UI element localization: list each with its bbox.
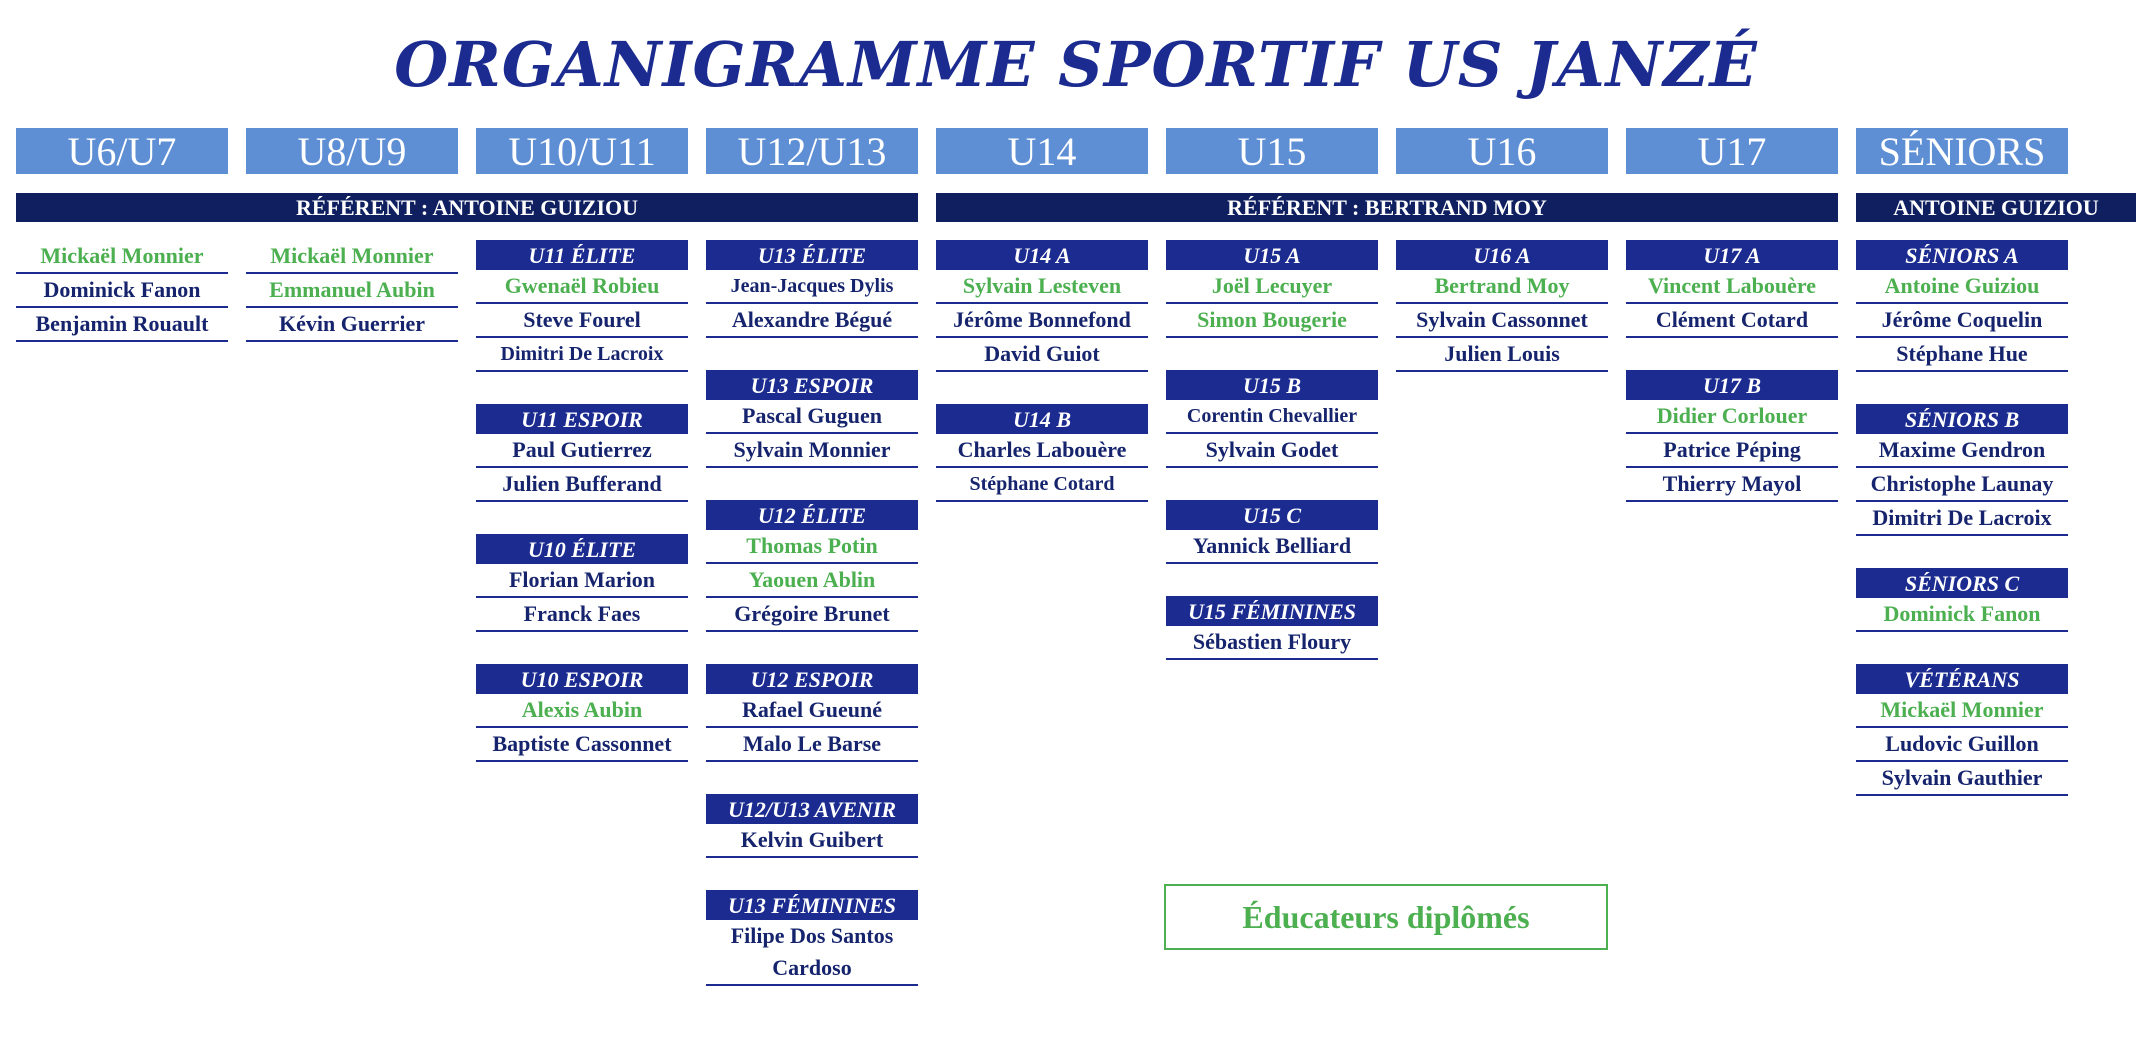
- team-name: SÉNIORS A: [1856, 240, 2068, 270]
- team-block: [1626, 240, 1838, 338]
- coach-name: Stéphane Cotard: [936, 468, 1148, 502]
- coach-name: Mickaël Monnier: [246, 240, 458, 274]
- team-block: [246, 240, 458, 342]
- coach-name: Pascal Guguen: [706, 400, 918, 434]
- coach-name: Kelvin Guibert: [706, 824, 918, 858]
- coach-name: Rafael Gueuné: [706, 694, 918, 728]
- page-title: ORGANIGRAMME SPORTIF US JANZÉ: [394, 28, 1758, 101]
- coach-name: Mickaël Monnier: [16, 240, 228, 274]
- team-block: [706, 664, 918, 762]
- team-name: SÉNIORS B: [1856, 404, 2068, 434]
- column-u15: [1166, 240, 1378, 660]
- coach-name: Alexis Aubin: [476, 694, 688, 728]
- team-block: [1856, 240, 2068, 372]
- team-block: [16, 240, 228, 342]
- coach-name: Yaouen Ablin: [706, 564, 918, 598]
- team-name: U16 A: [1396, 240, 1608, 270]
- category-seniors: SÉNIORS: [1856, 128, 2068, 174]
- team-block: [1166, 240, 1378, 338]
- team-block: [1626, 370, 1838, 502]
- team-block: [1166, 500, 1378, 564]
- coach-name: Gwenaël Robieu: [476, 270, 688, 304]
- column-u12-u13: [706, 240, 918, 986]
- team-block: [706, 500, 918, 632]
- team-block: [476, 404, 688, 502]
- team-name: U15 A: [1166, 240, 1378, 270]
- coach-name: Clément Cotard: [1626, 304, 1838, 338]
- coach-name: Thomas Potin: [706, 530, 918, 564]
- team-name: U13 FÉMININES: [706, 890, 918, 920]
- team-name: U12 ESPOIR: [706, 664, 918, 694]
- team-block: [1166, 596, 1378, 660]
- team-block: [476, 664, 688, 762]
- coach-name: Franck Faes: [476, 598, 688, 632]
- team-block: [706, 370, 918, 468]
- team-block: [706, 794, 918, 858]
- team-name: U10 ESPOIR: [476, 664, 688, 694]
- coach-name: Malo Le Barse: [706, 728, 918, 762]
- team-block: [936, 404, 1148, 502]
- coach-name: Alexandre Bégué: [706, 304, 918, 338]
- coach-name: Corentin Chevallier: [1166, 400, 1378, 434]
- coach-name: Antoine Guiziou: [1856, 270, 2068, 304]
- team-name: U14 B: [936, 404, 1148, 434]
- team-name: U13 ÉLITE: [706, 240, 918, 270]
- coach-name: Christophe Launay: [1856, 468, 2068, 502]
- category-u15: U15: [1166, 128, 1378, 174]
- team-block: [706, 890, 918, 986]
- team-name: U12 ÉLITE: [706, 500, 918, 530]
- coach-name: Maxime Gendron: [1856, 434, 2068, 468]
- team-block: [936, 240, 1148, 372]
- coach-name: Patrice Péping: [1626, 434, 1838, 468]
- category-u10-u11: U10/U11: [476, 128, 688, 174]
- coach-name: Sylvain Cassonnet: [1396, 304, 1608, 338]
- coach-name: Sylvain Lesteven: [936, 270, 1148, 304]
- coach-name: Joël Lecuyer: [1166, 270, 1378, 304]
- team-name: U12/U13 AVENIR: [706, 794, 918, 824]
- coach-name: Sylvain Godet: [1166, 434, 1378, 468]
- coach-name: Stéphane Hue: [1856, 338, 2068, 372]
- team-name: SÉNIORS C: [1856, 568, 2068, 598]
- team-block: [1166, 370, 1378, 468]
- column-u16: [1396, 240, 1608, 372]
- column-u10-u11: [476, 240, 688, 762]
- team-name: U15 B: [1166, 370, 1378, 400]
- coach-name: Julien Bufferand: [476, 468, 688, 502]
- coach-name: Steve Fourel: [476, 304, 688, 338]
- team-block: [476, 534, 688, 632]
- coach-name: Baptiste Cassonnet: [476, 728, 688, 762]
- coach-name: Emmanuel Aubin: [246, 274, 458, 308]
- coach-name: Florian Marion: [476, 564, 688, 598]
- coach-name: Didier Corlouer: [1626, 400, 1838, 434]
- column-u17: [1626, 240, 1838, 502]
- coach-name: Simon Bougerie: [1166, 304, 1378, 338]
- coach-name: Sylvain Monnier: [706, 434, 918, 468]
- category-u8-u9: U8/U9: [246, 128, 458, 174]
- team-block: [1856, 664, 2068, 796]
- column-u6-u7: [16, 240, 228, 342]
- team-block: [1856, 568, 2068, 632]
- column-u14: [936, 240, 1148, 502]
- team-name: U17 B: [1626, 370, 1838, 400]
- coach-name: Sylvain Gauthier: [1856, 762, 2068, 796]
- coach-name: Jean-Jacques Dylis: [706, 270, 918, 304]
- team-block: [1396, 240, 1608, 372]
- coach-name: Dominick Fanon: [1856, 598, 2068, 632]
- team-block: [476, 240, 688, 372]
- coach-name: Jérôme Bonnefond: [936, 304, 1148, 338]
- team-name: U11 ÉLITE: [476, 240, 688, 270]
- team-name: U13 ESPOIR: [706, 370, 918, 400]
- category-u12-u13: U12/U13: [706, 128, 918, 174]
- team-name: U10 ÉLITE: [476, 534, 688, 564]
- coach-name: Kévin Guerrier: [246, 308, 458, 342]
- coach-name: Filipe Dos Santos: [730, 923, 894, 948]
- team-name: U17 A: [1626, 240, 1838, 270]
- referent-bar-teens: RÉFÉRENT : BERTRAND MOY: [936, 193, 1838, 222]
- coach-name: David Guiot: [936, 338, 1148, 372]
- team-name: VÉTÉRANS: [1856, 664, 2068, 694]
- coach-name: Jérôme Coquelin: [1856, 304, 2068, 338]
- coach-name: Paul Gutierrez: [476, 434, 688, 468]
- referent-bar-seniors: ANTOINE GUIZIOU: [1856, 193, 2136, 222]
- team-name: U11 ESPOIR: [476, 404, 688, 434]
- coach-name: Ludovic Guillon: [1856, 728, 2068, 762]
- team-block: [1856, 404, 2068, 536]
- coach-name: Dominick Fanon: [16, 274, 228, 308]
- legend-certified-coaches: Éducateurs diplômés: [1164, 884, 1608, 950]
- coach-name: Sébastien Floury: [1166, 626, 1378, 660]
- coach-name: Vincent Labouère: [1626, 270, 1838, 304]
- category-u16: U16: [1396, 128, 1608, 174]
- team-name: U14 A: [936, 240, 1148, 270]
- category-u6-u7: U6/U7: [16, 128, 228, 174]
- coach-name: Charles Labouère: [936, 434, 1148, 468]
- column-u8-u9: [246, 240, 458, 342]
- category-u17: U17: [1626, 128, 1838, 174]
- coach-name: Cardoso: [706, 952, 918, 986]
- coach-name: Julien Louis: [1396, 338, 1608, 372]
- column-seniors: [1856, 240, 2068, 796]
- category-u14: U14: [936, 128, 1148, 174]
- team-name: U15 FÉMININES: [1166, 596, 1378, 626]
- team-block: [706, 240, 918, 338]
- coach-name: Thierry Mayol: [1626, 468, 1838, 502]
- coach-name: Bertrand Moy: [1396, 270, 1608, 304]
- coach-name: Benjamin Rouault: [16, 308, 228, 342]
- coach-name: Dimitri De Lacroix: [1856, 502, 2068, 536]
- coach-name: Grégoire Brunet: [706, 598, 918, 632]
- coach-name: Yannick Belliard: [1166, 530, 1378, 564]
- team-name: U15 C: [1166, 500, 1378, 530]
- coach-name: Mickaël Monnier: [1856, 694, 2068, 728]
- referent-bar-youth: RÉFÉRENT : ANTOINE GUIZIOU: [16, 193, 918, 222]
- coach-name: Dimitri De Lacroix: [476, 338, 688, 372]
